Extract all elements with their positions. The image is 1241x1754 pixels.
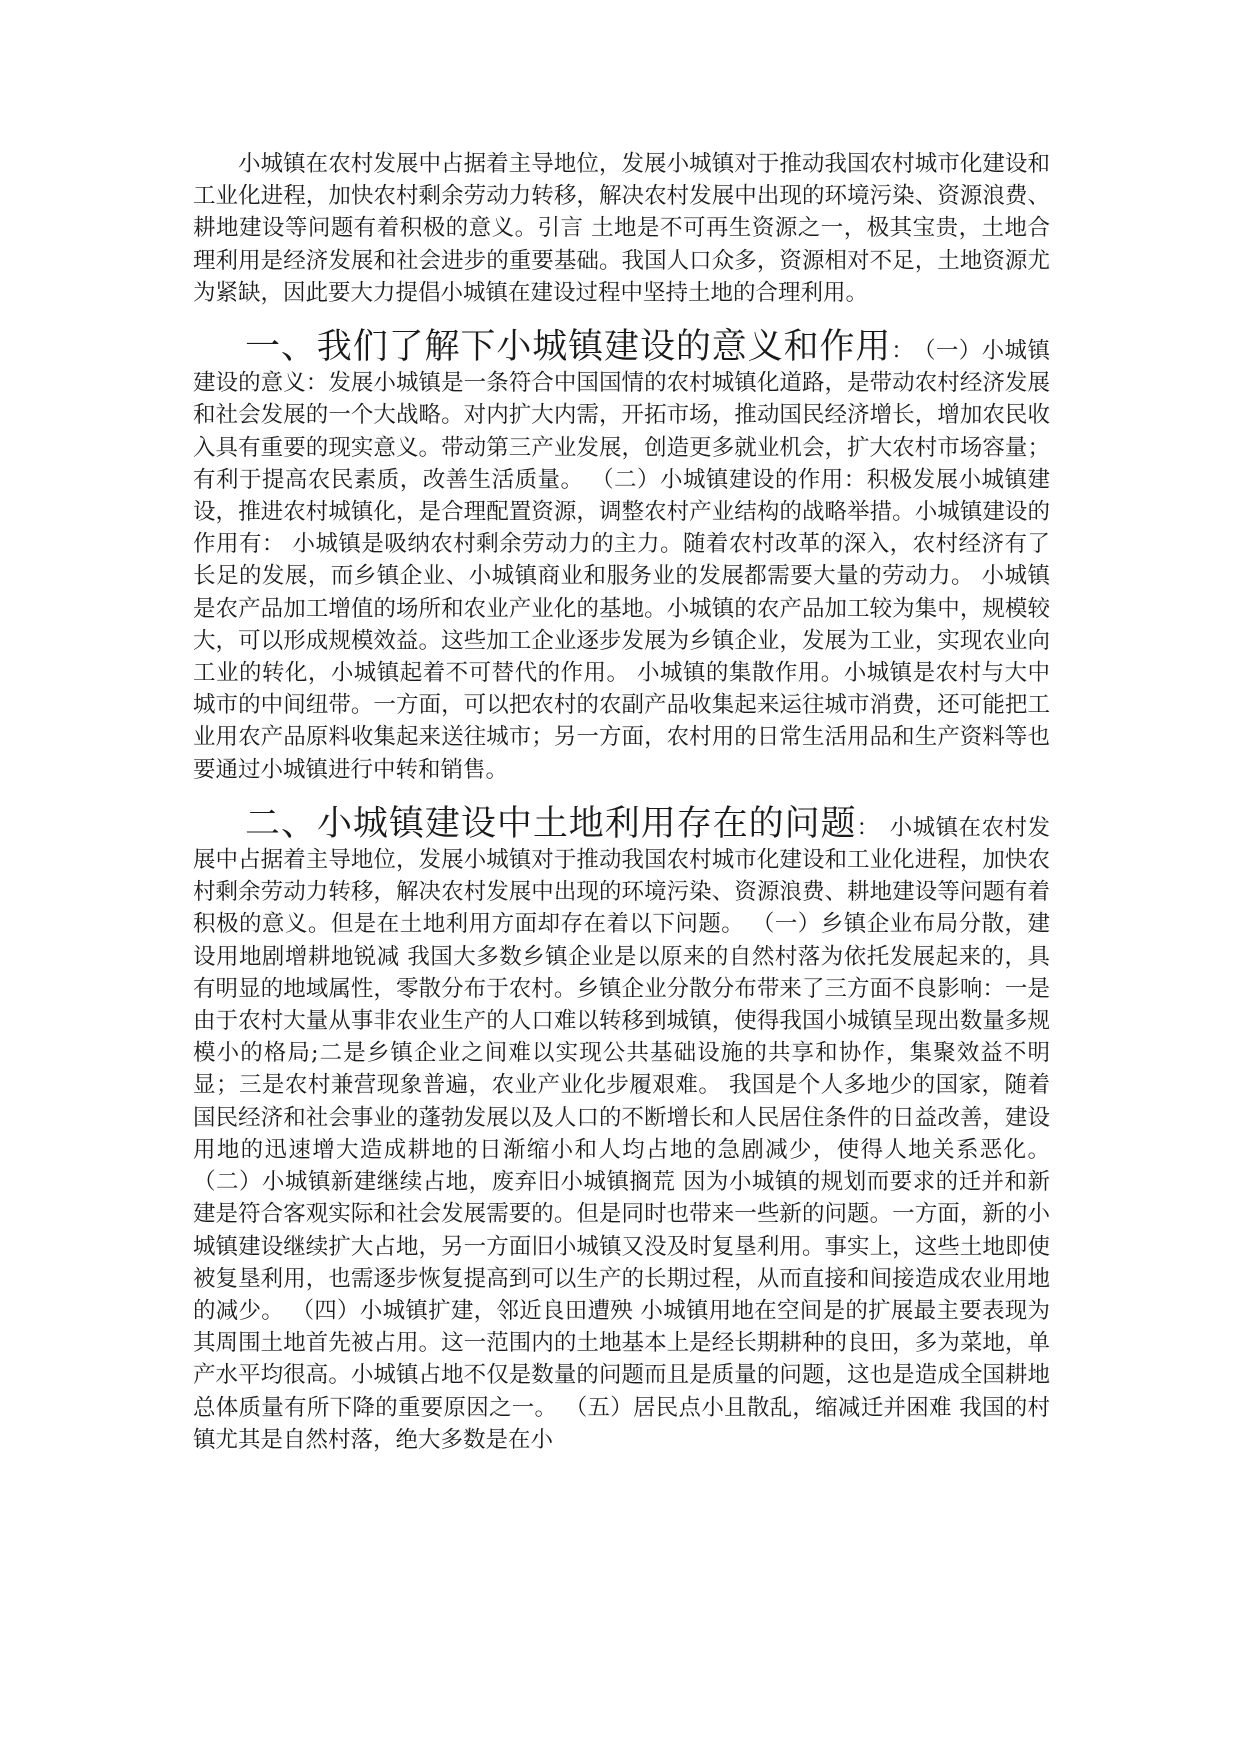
section-2-paragraph [193, 803, 1050, 1456]
section-1-body: （一）小城镇建设的意义：发展小城镇是一条符合中国国情的农村城镇化道路，是带动农村经济发展和社会发展的一个大战略。对内扩大内需，开拓市场，推动国民经济增长，增加农民收入具有重要的现实意义。带动第三产业发展，创造更多就业机会，扩大农村市场容量；有利于提高农民素质，改善生活质量。 （二）小城镇建设的作用：积极发展小城镇建设，推进农村城镇化，是合理配置资源，调整农村产业结构的战略举措。小城镇建设的作用有： 小城镇是吸纳农村剩余劳动力的主力。随着农村改革的深入，农村经济有了长足的发展，而乡镇企业、小城镇商业和服务业的发展都需要大量的劳动力。 小城镇是农产品加工增值的场所和农业产业化的基地。小城镇的农产品加工较为集中，规模较大，可以形成规模效益。这些加工企业逐步发展为乡镇企业，发展为工业，实现农业向工业的转化，小城镇起着不可替代的作用。 小城镇的集散作用。小城镇是农村与大中城市的中间纽带。一方面，可以把农村的农副产品收集起来运往城市消费，还可能把工业用农产品原料收集起来送往城市；另一方面，农村用的日常生活用品和生产资料等也要通过小城镇进行中转和销售。 [193, 338, 1050, 783]
section-1-paragraph [193, 327, 1050, 786]
section-2-heading: 二、小城镇建设中土地利用存在的问题 [245, 803, 857, 844]
document-page [193, 148, 1050, 1456]
section-2-heading-colon: ： [856, 814, 880, 841]
intro-paragraph: 小城镇在农村发展中占据着主导地位，发展小城镇对于推动我国农村城市化建设和工业化进程，加快农村剩余劳动力转移，解决农村发展中出现的环境污染、资源浪费、耕地建设等问题有着积极的意义。引言 土地是不可再生资源之一，极其宝贵，土地合理利用是经济发展和社会进步的重要基础。我国人口众多，资源相对不足，土地资源尤为紧缺，因此要大力提倡小城镇在建设过程中坚持土地的合理利用。 [193, 151, 1050, 306]
section-2-body: 小城镇在农村发展中占据着主导地位，发展小城镇对于推动我国农村城市化建设和工业化进程，加快农村剩余劳动力转移，解决农村发展中出现的环境污染、资源浪费、耕地建设等问题有着积极的意义。但是在土地利用方面却存在着以下问题。 （一）乡镇企业布局分散，建设用地剧增耕地锐减 我国大多数乡镇企业是以原来的自然村落为依托发展起来的，具有明显的地域属性，零散分布于农村。乡镇企业分散分布带来了三方面不良影响：一是由于农村大量从事非农业生产的人口难以转移到城镇，使得我国小城镇呈现出数量多规模小的格局;二是乡镇企业之间难以实现公共基础设施的共享和协作，集聚效益不明显；三是农村兼营现象普遍，农业产业化步履艰难。 我国是个人多地少的国家，随着国民经济和社会事业的蓬勃发展以及人口的不断增长和人民居住条件的日益改善，建设用地的迅速增大造成耕地的日渐缩小和人均占地的急剧减少，使得人地关系恶化。 （二）小城镇新建继续占地，废弃旧小城镇搁荒 因为小城镇的规划而要求的迁并和新建是符合客观实际和社会发展需要的。但是同时也带来一些新的问题。一方面，新的小城镇建设继续扩大占地，另一方面旧小城镇又没及时复垦利用。事实上，这些土地即使被复垦利用，也需逐步恢复提高到可以生产的长期过程，从而直接和间接造成农业用地的减少。 （四）小城镇扩建，邻近良田遭殃 小城镇用地在空间是的扩展最主要表现为其周围土地首先被占用。这一范围内的土地基本上是经长期耕种的良田，多为菜地，单产水平均很高。小城镇占地不仅是数量的问题而且是质量的问题，这也是造成全国耕地总体质量有所下降的重要原因之一。 （五）居民点小且散乱，缩减迁并困难 我国的村镇尤其是自然村落，绝大多数是在小 [193, 814, 1050, 1453]
section-1-heading-colon: ： [891, 338, 915, 365]
section-1-heading: 一、我们了解下小城镇建设的意义和作用 [245, 327, 892, 368]
